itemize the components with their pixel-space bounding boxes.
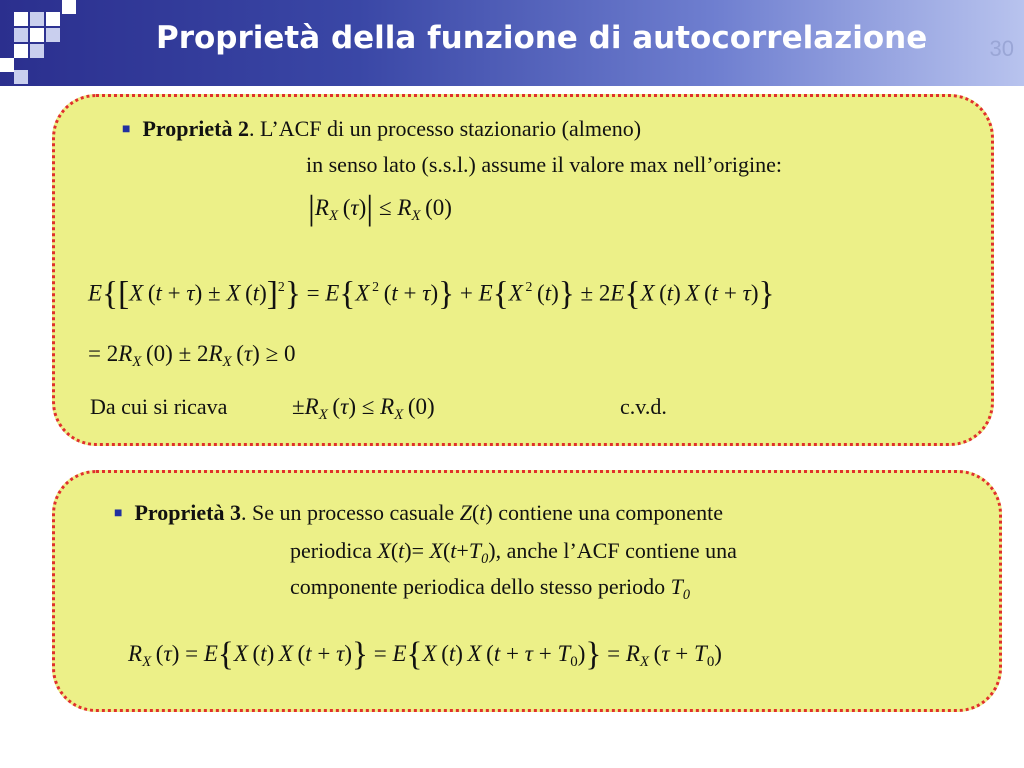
result-formula: = $2R_X$ $(0) \pm 2R_X$ (τ) ≥ 0 [88,341,296,371]
property-3-line2: periodica $X(t)= X(t+T_0)$, anche l’ACF contiene una [290,538,737,567]
header-bar [0,0,1024,86]
inequality-formula: $|R_X$ $(\tau)| \le R_X$ (0) [308,189,452,228]
property-2-heading: ■ Proprietà 2. L’ACF di un processo stazionario (almeno) [122,116,642,141]
property-3-heading: ■ Proprietà 3. Se un processo casuale Z(t) contiene una componente [114,500,724,525]
logo-squares-icon [0,0,80,86]
page-number: 30 [989,36,1014,61]
conclusion-text: Da cui si ricava [90,394,228,419]
periodic-acf-formula: $R_X$ (τ) = E{X (t) X (t + τ)} = E{X (t) X $(t + \tau + T_0)\} = R_X$ $(\tau + T_0)$ [128,636,722,673]
expansion-formula: E{[X (t + τ) ± X (t)]$^2$} = E{X $^2$ (t + τ)} + E{X $^2$ (t)} ± 2E{X (t) X (t + τ)} [88,275,775,313]
property-3-line3: componente periodica dello stesso periodo $T_0$ [290,574,691,603]
slide-title: Proprietà della funzione di autocorrelazione [156,20,928,56]
cvd-label: c.v.d. [620,394,667,419]
bullet-icon: ■ [122,122,131,137]
bullet-icon: ■ [114,506,123,521]
property-2-line2: in senso lato (s.s.l.) assume il valore max nell’origine: [306,152,782,177]
conclusion-formula: $\pm R_X$ $(\tau) \le R_X$ (0) [292,394,435,424]
